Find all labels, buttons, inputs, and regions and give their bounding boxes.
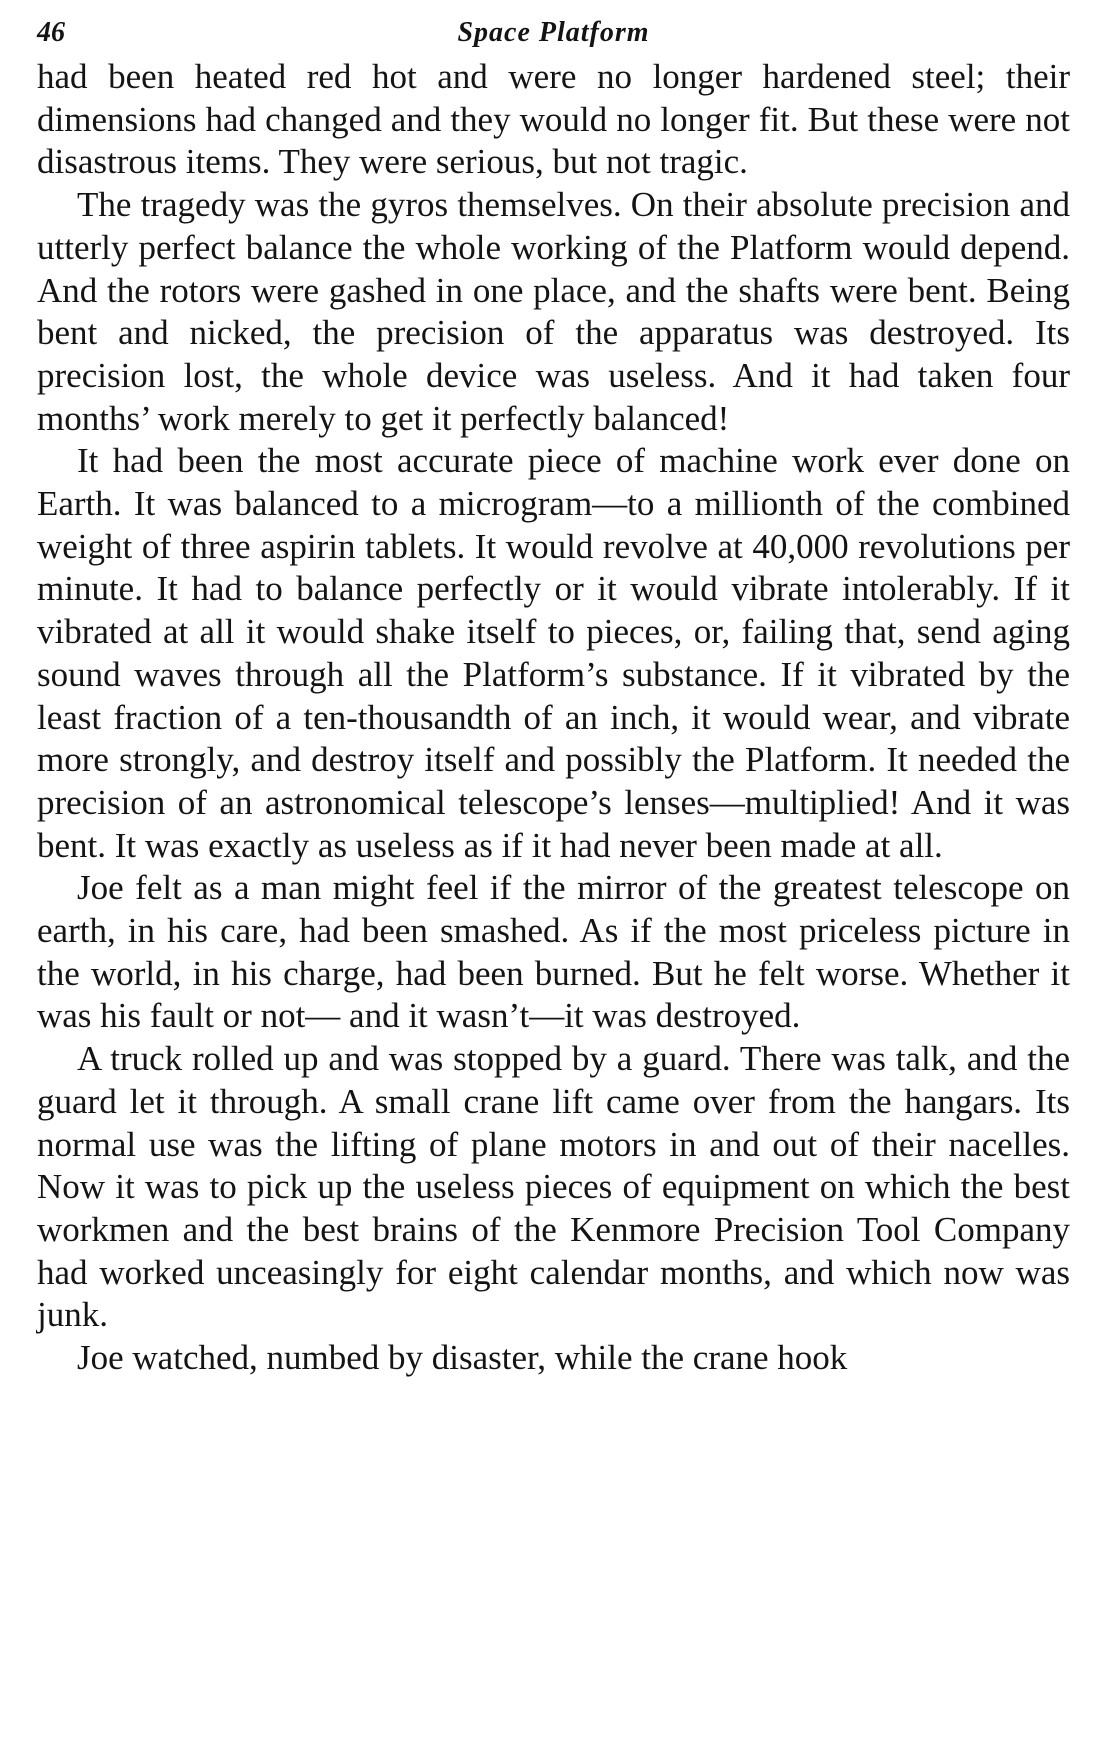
- paragraph: had been heated red hot and were no longer hardened steel; their dimensions had changed and they would no longer fit. But these were not disastrous items. They were serious, but not tragic.: [37, 57, 1070, 182]
- running-head: [37, 12, 1070, 54]
- page-number: 46: [37, 17, 65, 48]
- paragraph: A truck rolled up and was stopped by a guard. There was talk, and the guard let it through. A small crane lift came over from the hangars. Its normal use was the lifting of plane motors in and out of their nacelles. Now it was to pick up the useless pieces of equipment on which the best workmen and the best brains of the Kenmore Precision Tool Company had worked unceasingly for eight calendar months, and which now was junk.: [37, 1039, 1070, 1335]
- body-text: [37, 56, 1070, 1380]
- paragraph: The tragedy was the gyros themselves. On their absolute precision and utterly perfect balance the whole working of the Platform would depend. And the rotors were gashed in one place, and the shafts were bent. Being bent and nicked, the precision of the apparatus was destroyed. Its precision lost, the whole device was useless. And it had taken four months’ work merely to get it perfectly balanced!: [37, 185, 1070, 438]
- book-page: [37, 12, 1070, 1380]
- paragraph: Joe felt as a man might feel if the mirror of the greatest telescope on earth, in his care, had been smashed. As if the most priceless picture in the world, in his charge, had been burned. But he felt worse. Whether it was his fault or not— and it wasn’t—it was destroyed.: [37, 868, 1070, 1036]
- paragraph: Joe watched, numbed by disaster, while the crane hook: [77, 1338, 848, 1378]
- running-title: Space Platform: [457, 17, 650, 48]
- paragraph: It had been the most accurate piece of machine work ever done on Earth. It was balanced to a microgram—to a millionth of the combined weight of three aspirin tablets. It would revolve at 40,000 revolutions per minute. It had to balance perfectly or it would vibrate intolerably. If it vibrated at all it would shake itself to pieces, or, failing that, send aging sound waves through all the Platform’s substance. If it vibrated by the least fraction of a ten-thousandth of an inch, it would wear, and vibrate more strongly, and destroy itself and possibly the Platform. It needed the precision of an astronomical telescope’s lenses—multiplied! And it was bent. It was exactly as useless as if it had never been made at all.: [37, 441, 1070, 865]
